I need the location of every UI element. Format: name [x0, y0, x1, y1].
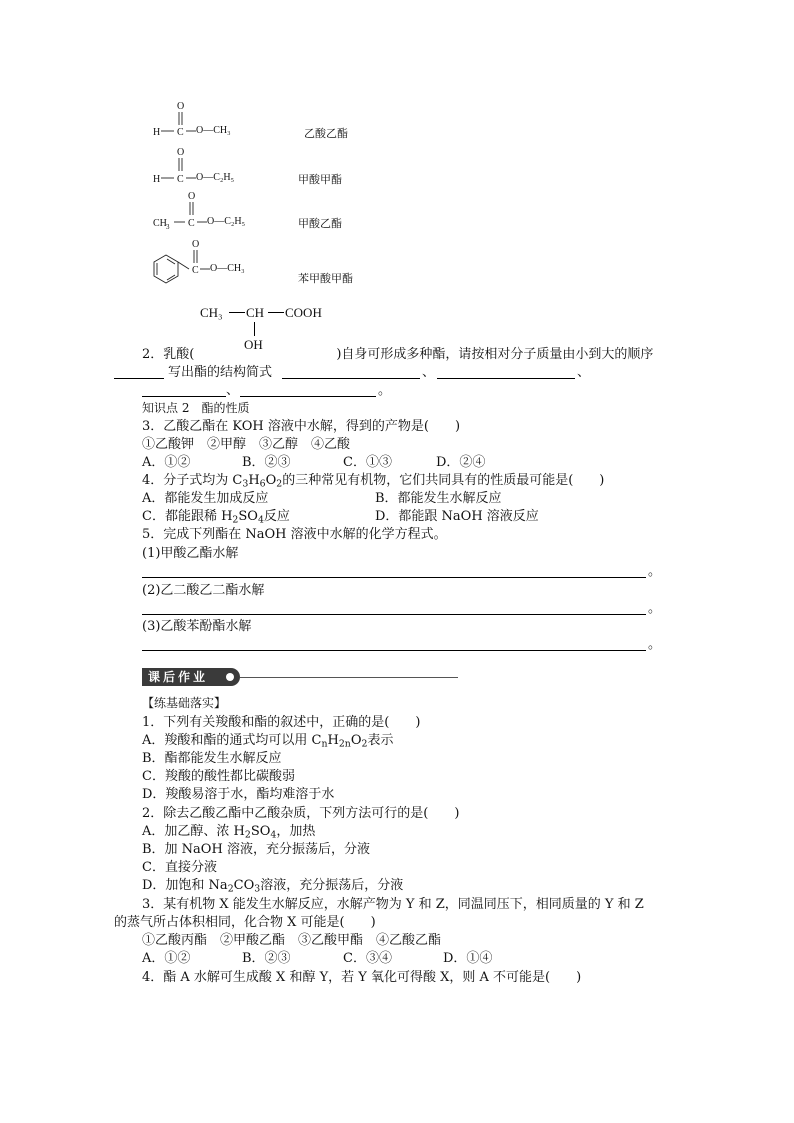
svg-text:O: O	[188, 191, 196, 202]
svg-text:H: H	[153, 127, 161, 138]
q2-blank-5[interactable]	[240, 396, 376, 397]
q4-o: O	[265, 473, 277, 488]
p-q1-sub-2: 2	[361, 738, 368, 750]
q2-stem	[142, 346, 653, 363]
q2-blank-4[interactable]	[142, 396, 226, 397]
section-title: 课后作业	[148, 670, 209, 684]
p-q2-option-a[interactable]	[142, 823, 315, 840]
structure-3-name: 甲酸乙酯	[298, 217, 342, 230]
q4-option-b[interactable]: B．都能发生水解反应	[375, 491, 502, 506]
q5-answer-line-1[interactable]	[142, 577, 646, 578]
section-rule	[240, 677, 458, 678]
svg-text:C: C	[188, 218, 195, 229]
practice-title: 【练基础落实】	[142, 696, 227, 710]
p-q1-option-d[interactable]: D．羧酸易溶于水，酯均难溶于水	[142, 787, 335, 802]
q4-sub-o: 2	[276, 478, 283, 490]
q4-stem-post: 的三种常见有机物，它们共同具有的性质最可能是( )	[282, 473, 605, 488]
q5-end-1: 。	[648, 564, 662, 579]
p-q1-option-a[interactable]	[142, 732, 393, 749]
q5-stem: 5．完成下列酯在 NaOH 溶液中水解的化学方程式。	[142, 527, 447, 542]
p-q3-stem-1: 3．某有机物 X 能发生水解反应，水解产物为 Y 和 Z，同温同压下，相同质量的 Y 和 Z	[142, 897, 644, 912]
svg-text:O: O	[177, 101, 185, 112]
p-q1-sub-2n: 2n	[338, 738, 351, 750]
section-dot-icon	[226, 673, 234, 681]
lactic-ch3: CH₃	[200, 305, 223, 320]
structure-1-group: O—CH₃	[196, 125, 231, 136]
p-q3-stem-2: 的蒸气所占体积相同，化合物 X 可能是( )	[114, 915, 376, 930]
p-q3-option-d[interactable]: D．①④	[443, 951, 493, 966]
q5-answer-line-3[interactable]	[142, 650, 646, 651]
q4-c-pre: C．都能跟稀 H	[142, 509, 233, 524]
structure-3-group: O—C₂H₅	[207, 216, 246, 227]
structure-2-group: O—C₂H₅	[196, 172, 235, 183]
q2-rest: )自身可形成多种酯，请按相对分子质量由小到大的顺序	[336, 347, 654, 362]
q5-part-3: (3)乙酸苯酚酯水解	[142, 619, 252, 634]
q4-option-a[interactable]: A．都能发生加成反应	[142, 491, 269, 506]
svg-text:C: C	[177, 174, 184, 185]
structure-4-group: O—CH₃	[210, 263, 245, 274]
svg-text:O: O	[177, 147, 185, 158]
kp2-title: 知识点 2 酯的性质	[142, 401, 250, 415]
q2-blank-3[interactable]	[437, 378, 575, 379]
p-q1-option-c[interactable]: C．羧酸的酸性都比碳酸弱	[142, 769, 295, 784]
section-header	[142, 668, 240, 686]
structure-1-name: 乙酸乙酯	[304, 127, 348, 140]
p-q2-a-so: SO	[250, 824, 271, 839]
p-q3-option-b[interactable]: B．②③	[242, 951, 291, 966]
lactic-cooh: COOH	[285, 305, 322, 320]
q4-c-post: 反应	[263, 509, 290, 524]
lactic-bond-2	[268, 312, 284, 313]
q2-num: 2．乳酸(	[142, 347, 195, 362]
p-q1-option-b[interactable]: B．酯都能发生水解反应	[142, 751, 282, 766]
p-q3-option-a[interactable]: A．①②	[142, 951, 191, 966]
q5-answer-line-2[interactable]	[142, 614, 646, 615]
p-q2-d-sub-na: 2	[227, 883, 234, 895]
p-q2-stem: 2．除去乙酸乙酯中乙酸杂质，下列方法可行的是( )	[142, 806, 460, 821]
p-q2-option-d[interactable]	[142, 877, 403, 894]
p-q4-stem: 4．酯 A 水解可生成酸 X 和醇 Y，若 Y 氧化可得酸 X，则 A 不可能是( )	[142, 970, 582, 985]
lactic-bond-1	[229, 312, 245, 313]
q2-comma-3: 、	[226, 383, 240, 398]
svg-text:H: H	[153, 174, 161, 185]
q2-comma-2: 、	[577, 365, 591, 380]
p-q2-a-sub-h: 2	[244, 829, 251, 841]
svg-text:O: O	[192, 239, 200, 250]
q4-stem	[142, 472, 604, 489]
p-q1-a-post: 表示	[367, 733, 394, 748]
q4-c-so: SO	[238, 509, 258, 524]
q5-part-1: (1)甲酸乙酯水解	[142, 546, 239, 561]
lactic-ch: CH	[246, 305, 265, 320]
q2-blank-2[interactable]	[282, 378, 420, 379]
q5-part-2: (2)乙二酸乙二酯水解	[142, 583, 265, 598]
p-q3-option-c[interactable]: C．③④	[343, 951, 392, 966]
q4-c-sub-h: 2	[232, 514, 239, 526]
p-q1-sub-n: n	[321, 738, 328, 750]
q3-option-b[interactable]: B．②③	[242, 455, 291, 470]
q2-line2: 写出酯的结构简式	[168, 365, 273, 380]
q4-sub-h: 6	[259, 478, 266, 490]
q3-items: ①乙酸钾 ②甲醇 ③乙醇 ④乙酸	[142, 437, 351, 452]
p-q2-d-co: CO	[233, 878, 255, 893]
lactic-acid-structure	[200, 305, 223, 321]
p-q2-d-post: 溶液，充分振荡后，分液	[260, 878, 404, 893]
lactic-oh: OH	[244, 337, 263, 352]
svg-text:C: C	[192, 265, 199, 276]
structure-2-name: 甲酸甲酯	[298, 173, 342, 186]
q2-comma-1: 、	[422, 365, 436, 380]
p-q1-o: O	[350, 733, 362, 748]
q3-option-a[interactable]: A．①②	[142, 455, 191, 470]
p-q1-h: H	[327, 733, 339, 748]
svg-text:CH: CH	[153, 218, 167, 229]
p-q1-stem: 1．下列有关羧酸和酯的叙述中，正确的是( )	[142, 715, 421, 730]
q3-option-d[interactable]: D．②④	[436, 455, 486, 470]
q5-end-2: 。	[648, 601, 662, 616]
q4-h: H	[248, 473, 260, 488]
q2-end: 。	[378, 383, 392, 398]
p-q2-a-post: ，加热	[276, 824, 316, 839]
q4-option-d[interactable]: D．都能跟 NaOH 溶液反应	[375, 509, 539, 524]
p-q3-items: ①乙酸丙酯 ②甲酸乙酯 ③乙酸甲酯 ④乙酸乙酯	[142, 933, 442, 948]
p-q2-option-b[interactable]: B．加 NaOH 溶液，充分振荡后，分液	[142, 842, 370, 857]
lactic-bond-3	[254, 322, 255, 336]
structure-4-name: 苯甲酸甲酯	[298, 272, 353, 285]
q2-blank-1[interactable]	[114, 378, 164, 379]
q5-end-3: 。	[648, 637, 662, 652]
q3-option-c[interactable]: C．①③	[343, 455, 392, 470]
q4-stem-pre: 4．分子式均为 C	[142, 473, 243, 488]
svg-text:C: C	[177, 127, 184, 138]
p-q2-a-pre: A．加乙醇、浓 H	[142, 824, 245, 839]
p-q2-option-c[interactable]: C．直接分液	[142, 860, 217, 875]
q4-c-sub-o: 4	[257, 514, 264, 526]
q3-stem: 3．乙酸乙酯在 KOH 溶液中水解，得到的产物是( )	[142, 419, 461, 434]
p-q2-a-sub-o: 4	[270, 829, 277, 841]
q4-sub-c: 3	[242, 478, 249, 490]
q4-option-c[interactable]	[142, 508, 290, 525]
p-q2-d-pre: D．加饱和 Na	[142, 878, 228, 893]
svg-text:3: 3	[166, 223, 170, 231]
p-q1-a-pre: A．羧酸和酯的通式均可以用 C	[142, 733, 322, 748]
p-q2-d-sub-o: 3	[254, 883, 261, 895]
